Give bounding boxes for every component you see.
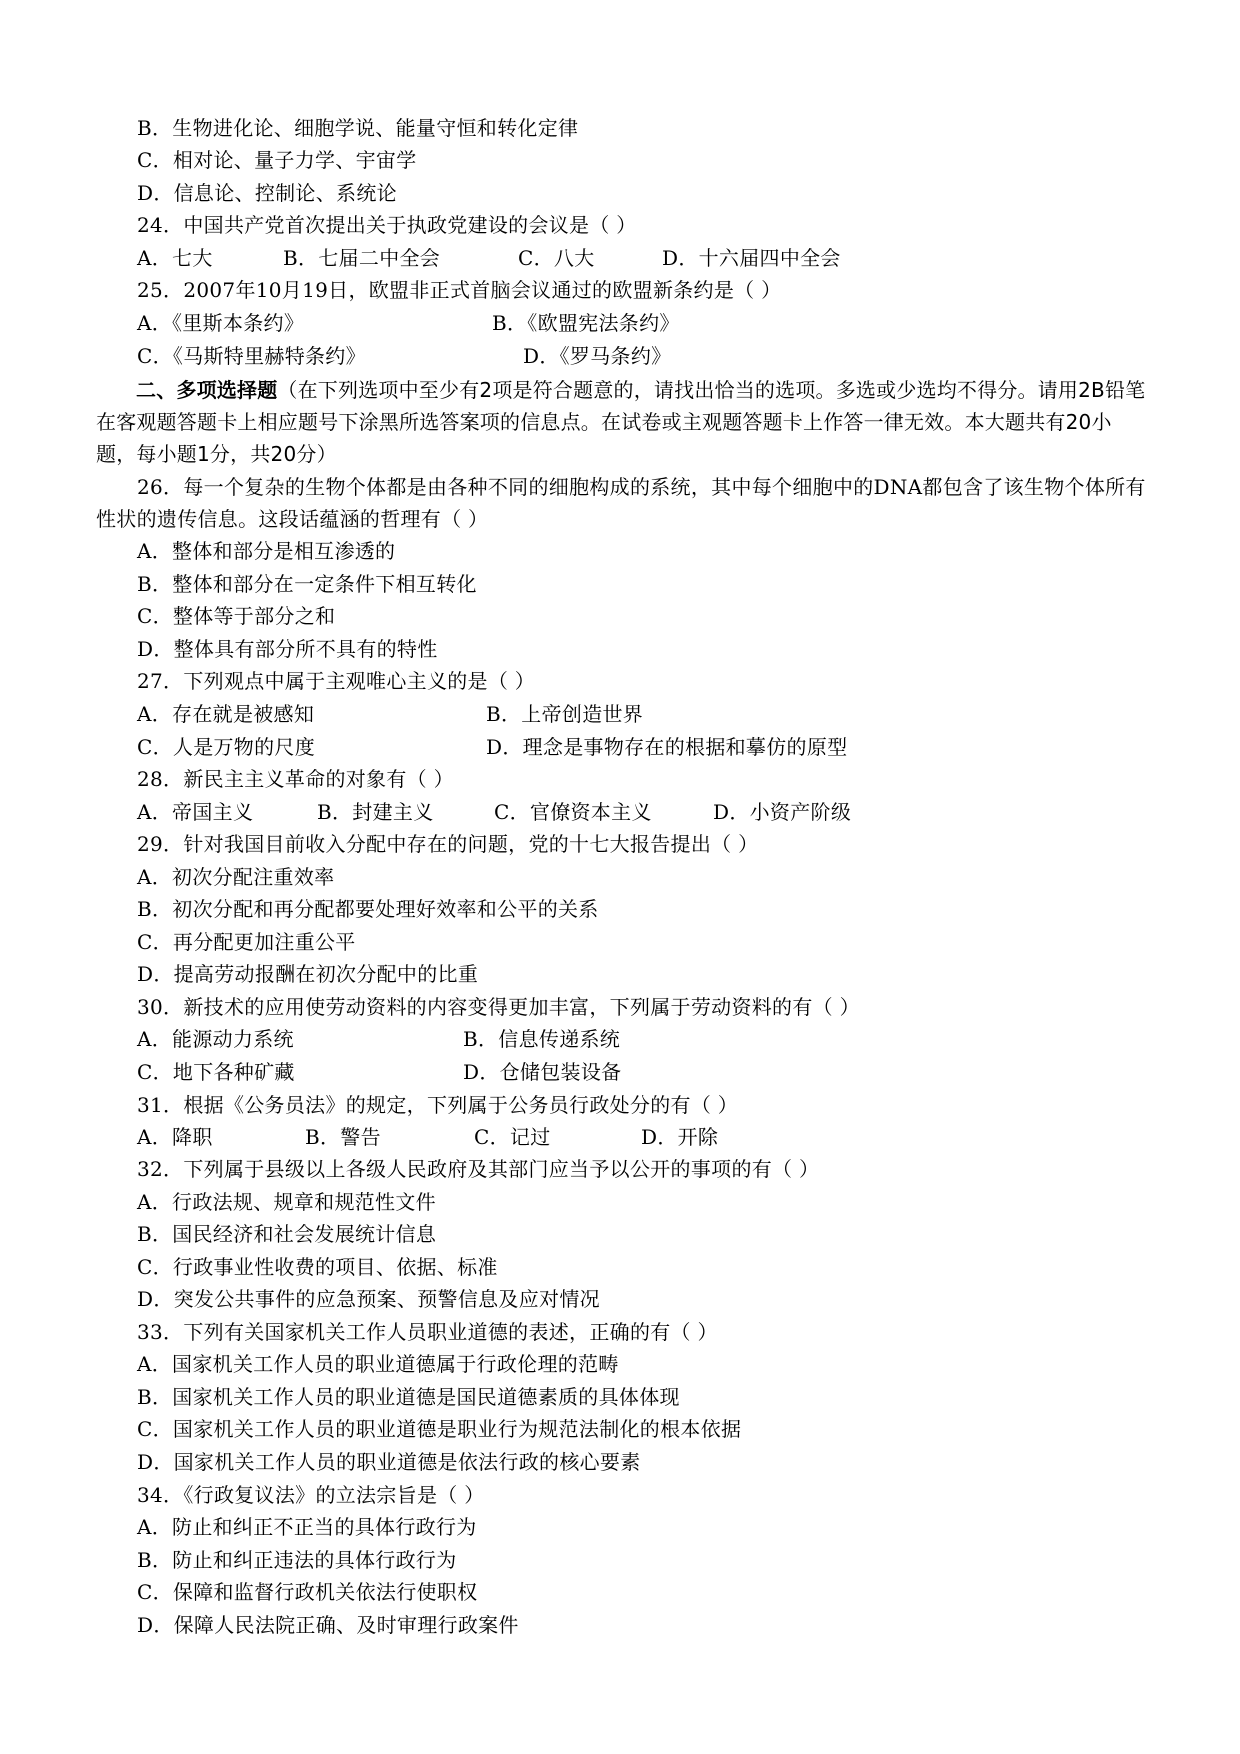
q29-option-d: D．提高劳动报酬在初次分配中的比重	[137, 962, 479, 986]
q34-option-c: C．保障和监督行政机关依法行使职权	[137, 1580, 478, 1604]
q29-option-b: B．初次分配和再分配都要处理好效率和公平的关系	[137, 897, 599, 921]
q25-option-a: A．《里斯本条约》	[137, 311, 305, 335]
q24-option-b: B．七届二中全会	[283, 246, 441, 270]
q23-option-b: B．生物进化论、细胞学说、能量守恒和转化定律	[137, 116, 579, 140]
question-31: 31．根据《公务员法》的规定，下列属于公务员行政处分的有（ ）	[137, 1093, 739, 1117]
q27-option-a: A．存在就是被感知	[137, 702, 315, 726]
q31-option-c: C．记过	[474, 1125, 551, 1149]
q34-option-b: B．防止和纠正违法的具体行政行为	[137, 1548, 457, 1572]
q31-option-d: D．开除	[641, 1125, 719, 1149]
q26-option-a: A．整体和部分是相互渗透的	[137, 539, 396, 563]
q31-option-b: B．警告	[305, 1125, 381, 1149]
q33-option-d: D．国家机关工作人员的职业道德是依法行政的核心要素	[137, 1450, 641, 1474]
q24-option-d: D．十六届四中全会	[662, 246, 841, 270]
question-25: 25．2007年10月19日，欧盟非正式首脑会议通过的欧盟新条约是（ ）	[137, 278, 782, 302]
section-instructions: （在下列选项中至少有2项是符合题意的，请找出恰当的选项。多选或少选均不得分。请用2B铅笔在客观题答题卡上相应题号下涂黑所选答案项的信息点。在试卷或主观题答题卡上作答一律无效。本大题共有20小题，每小题1分，共20分）	[96, 378, 1146, 466]
q32-option-a: A．行政法规、规章和规范性文件	[137, 1190, 436, 1214]
q26-option-d: D．整体具有部分所不具有的特性	[137, 637, 438, 661]
q30-option-b: B．信息传递系统	[463, 1027, 621, 1051]
question-34: 34．《行政复议法》的立法宗旨是（ ）	[137, 1483, 485, 1507]
q33-option-b: B．国家机关工作人员的职业道德是国民道德素质的具体体现	[137, 1385, 680, 1409]
q34-option-a: A．防止和纠正不正当的具体行政行为	[137, 1515, 477, 1539]
section-title: 二、多项选择题	[136, 378, 278, 402]
q27-option-d: D．理念是事物存在的根据和摹仿的原型	[486, 735, 848, 759]
q33-option-c: C．国家机关工作人员的职业道德是职业行为规范法制化的根本依据	[137, 1417, 742, 1441]
q26-option-c: C．整体等于部分之和	[137, 604, 336, 628]
question-26: 26．每一个复杂的生物个体都是由各种不同的细胞构成的系统，其中每个细胞中的DNA都包含了该生物个体所有性状的遗传信息。这段话蕴涵的哲理有（ ）	[96, 475, 1146, 531]
q29-option-a: A．初次分配注重效率	[137, 865, 335, 889]
q26-option-b: B．整体和部分在一定条件下相互转化	[137, 572, 477, 596]
q25-option-d: D．《罗马条约》	[523, 344, 672, 368]
q30-option-c: C．地下各种矿藏	[137, 1060, 295, 1084]
q30-option-a: A．能源动力系统	[137, 1027, 294, 1051]
q27-option-b: B．上帝创造世界	[486, 702, 644, 726]
q28-option-b: B．封建主义	[317, 800, 434, 824]
q32-option-c: C．行政事业性收费的项目、依据、标准	[137, 1255, 498, 1279]
q24-option-c: C．八大	[518, 246, 595, 270]
q28-option-d: D．小资产阶级	[713, 800, 852, 824]
q25-option-c: C．《马斯特里赫特条约》	[137, 344, 366, 368]
q25-option-b: B．《欧盟宪法条约》	[492, 311, 680, 335]
q28-option-c: C．官僚资本主义	[494, 800, 652, 824]
q33-option-a: A．国家机关工作人员的职业道德属于行政伦理的范畴	[137, 1352, 619, 1376]
q29-option-c: C．再分配更加注重公平	[137, 930, 356, 954]
q23-option-d: D．信息论、控制论、系统论	[137, 181, 397, 205]
question-27: 27．下列观点中属于主观唯心主义的是（ ）	[137, 669, 536, 693]
question-28: 28．新民主主义革命的对象有（ ）	[137, 767, 454, 791]
q34-option-d: D．保障人民法院正确、及时审理行政案件	[137, 1613, 519, 1637]
question-32: 32．下列属于县级以上各级人民政府及其部门应当予以公开的事项的有（ ）	[137, 1157, 820, 1181]
question-29: 29．针对我国目前收入分配中存在的问题，党的十七大报告提出（ ）	[137, 832, 759, 856]
section-two-heading	[96, 374, 1146, 470]
q28-option-a: A．帝国主义	[137, 800, 254, 824]
question-30: 30．新技术的应用使劳动资料的内容变得更加丰富，下列属于劳动资料的有（ ）	[137, 995, 860, 1019]
question-33: 33．下列有关国家机关工作人员职业道德的表述，正确的有（ ）	[137, 1320, 718, 1344]
q23-option-c: C．相对论、量子力学、宇宙学	[137, 148, 417, 172]
q31-option-a: A．降职	[137, 1125, 213, 1149]
q32-option-b: B．国民经济和社会发展统计信息	[137, 1222, 437, 1246]
q24-option-a: A．七大	[137, 246, 213, 270]
q27-option-c: C．人是万物的尺度	[137, 735, 316, 759]
q32-option-d: D．突发公共事件的应急预案、预警信息及应对情况	[137, 1287, 600, 1311]
q30-option-d: D．仓储包装设备	[463, 1060, 622, 1084]
question-24: 24．中国共产党首次提出关于执政党建设的会议是（ ）	[137, 213, 637, 237]
